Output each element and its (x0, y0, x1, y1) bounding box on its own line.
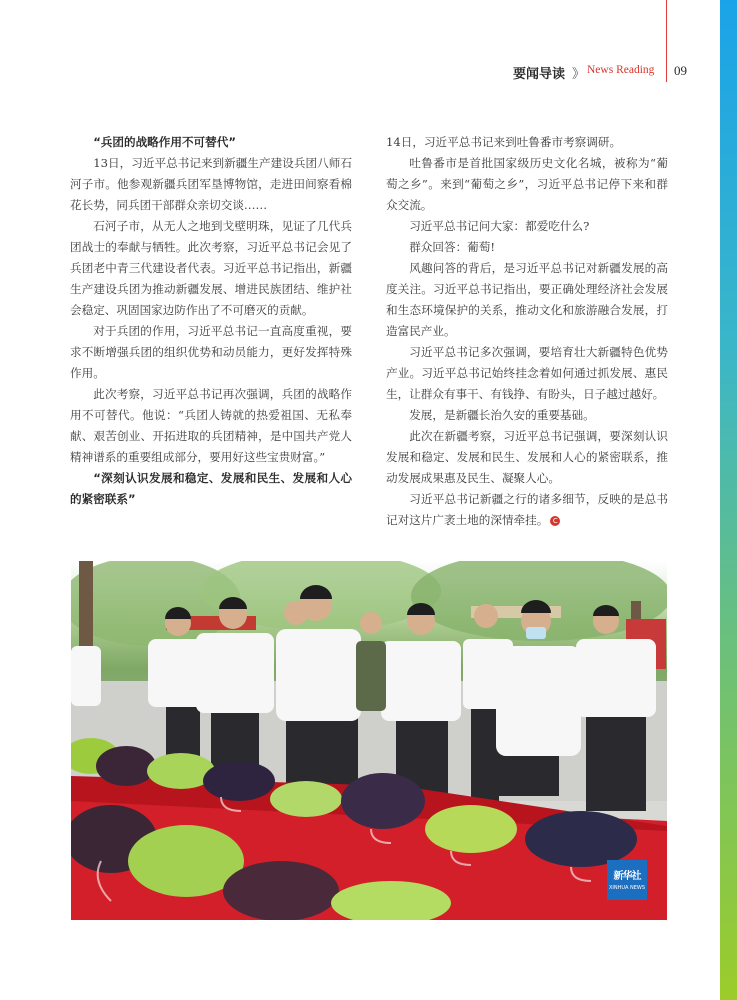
paragraph-text: 习近平总书记新疆之行的诸多细节，反映的是总书记对这片广袤土地的深情牵挂。 (386, 492, 668, 527)
paragraph: 石河子市，从无人之地到戈壁明珠，见证了几代兵团战士的奉献与牺牲。此次考察，习近平总书记会见了兵团老中青三代建设者代表。习近平总书记指出，新疆生产建设兵团为推动新疆发展、增进民族团结、维护社会稳定、巩固国家边防作出了不可磨灭的贡献。 (70, 219, 352, 317)
double-chevron-icon: 》 (572, 67, 586, 82)
paragraph: 群众回答：葡萄! (409, 240, 496, 254)
subheading: “兵团的战略作用不可替代” (93, 135, 236, 149)
paragraph: 14日，习近平总书记来到吐鲁番市考察调研。 (386, 135, 622, 149)
paragraph: 13日，习近平总书记来到新疆生产建设兵团八师石河子市。他参观新疆兵团军垦博物馆，走进田间察看棉花长势，同兵团干部群众亲切交谈…… (70, 156, 352, 212)
photo-illustration (71, 561, 667, 920)
end-mark-icon: C (550, 516, 560, 526)
paragraph: 风趣问答的背后，是习近平总书记对新疆发展的高度关注。习近平总书记指出，要正确处理经济社会发展和生态环境保护的关系，推动文化和旅游融合发展，打造富民产业。 (386, 261, 668, 338)
xinhua-logo (607, 860, 647, 900)
page-header (460, 63, 700, 85)
paragraph-last (386, 489, 668, 531)
page-number: 09 (674, 63, 687, 78)
logo-text-en: XINHUA NEWS (608, 885, 646, 891)
paragraph: 发展，是新疆长治久安的重要基础。 (409, 408, 595, 422)
right-column (386, 132, 668, 531)
paragraph: 此次考察，习近平总书记再次强调，兵团的战略作用不可替代。他说：“兵团人铸就的热爱祖国、无私奉献、艰苦创业、开拓进取的兵团精神，是中国共产党人精神谱系的重要组成部分，要用好这些宝贵财富。” (70, 387, 352, 464)
news-photo (71, 561, 667, 920)
edge-color-bar (720, 0, 737, 1000)
section-title: 要闻导读 (513, 67, 566, 82)
left-column (70, 132, 352, 510)
paragraph: 吐鲁番市是首批国家级历史文化名城，被称为“葡萄之乡”。来到“葡萄之乡”，习近平总书记停下来和群众交流。 (386, 156, 668, 212)
paragraph: 对于兵团的作用，习近平总书记一直高度重视，要求不断增强兵团的组织优势和动员能力，更好发挥特殊作用。 (70, 324, 352, 380)
paragraph: 习近平总书记问大家：都爱吃什么? (409, 219, 590, 233)
section-title-english: News Reading (587, 64, 655, 76)
paragraph: 此次在新疆考察，习近平总书记强调，要深刻认识发展和稳定、发展和民生、发展和人心的紧密联系，推动发展成果惠及民生、凝聚人心。 (386, 429, 668, 485)
logo-text-cn: 新华社 (613, 871, 641, 882)
subheading: “深刻认识发展和稳定、发展和民生、发展和人心的紧密联系” (70, 471, 352, 506)
paragraph: 习近平总书记多次强调，要培育壮大新疆特色优势产业。习近平总书记始终挂念着如何通过抓发展、惠民生，让群众有事干、有钱挣、有盼头，日子越过越好。 (386, 345, 668, 401)
